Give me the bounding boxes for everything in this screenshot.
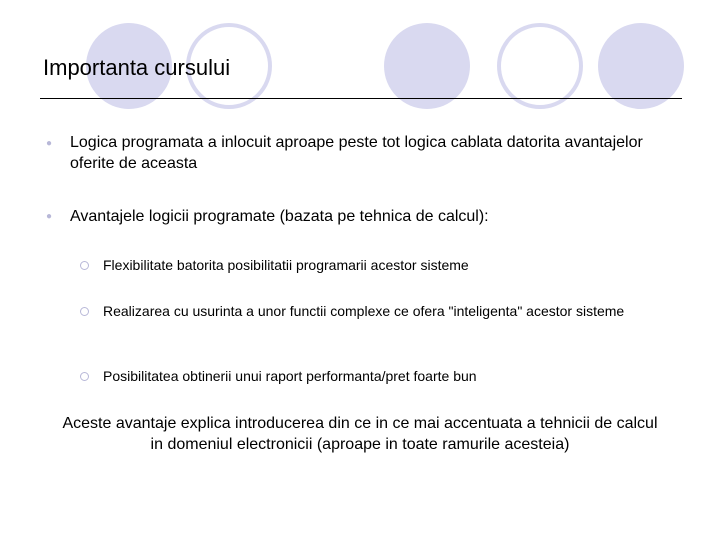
filled-circle-bullet-icon: ● (46, 211, 53, 222)
sub-bullet-item: Flexibilitate batorita posibilitatii programarii acestor sisteme (103, 257, 469, 273)
decor-circle-4 (497, 23, 583, 109)
sub-bullet-item: Realizarea cu usurinta a unor functii complexe ce ofera "inteligenta" acestor sisteme (103, 303, 625, 319)
hollow-circle-bullet-icon (80, 261, 89, 270)
title-divider (40, 98, 682, 99)
filled-circle-bullet-icon: ● (46, 138, 53, 149)
sub-bullet-item: Posibilitatea obtinerii unui raport performanta/pret foarte bun (103, 368, 477, 384)
hollow-circle-bullet-icon (80, 372, 89, 381)
hollow-circle-bullet-icon (80, 307, 89, 316)
bullet-item: Avantajele logicii programate (bazata pe tehnica de calcul): (70, 208, 489, 225)
slide-title: Importanta cursului (43, 55, 231, 80)
closing-paragraph: Aceste avantaje explica introducerea din ce in ce mai accentuata a tehnicii de calcul in domeniul electronicii (aproape in toate ramurile acesteia) (62, 415, 658, 453)
bullet-item: Logica programata a inlocuit aproape peste tot logica cablata datorita avantajelor oferite de aceasta (70, 134, 643, 172)
decor-circle-3 (384, 23, 470, 109)
decor-circle-5 (598, 23, 684, 109)
